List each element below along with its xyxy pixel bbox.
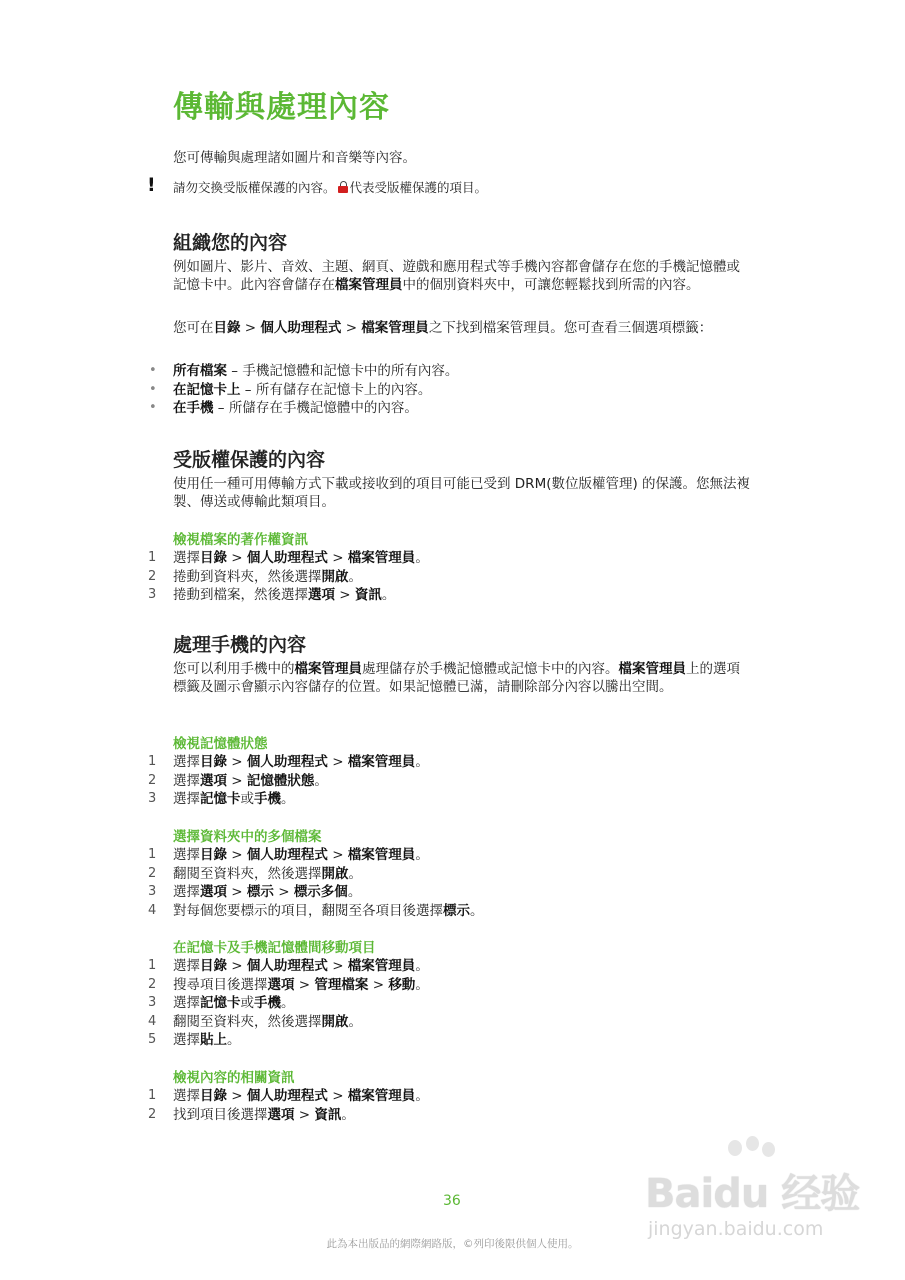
page-number: 36 bbox=[443, 1193, 461, 1209]
text-run: 。 bbox=[415, 754, 429, 770]
ui-term: 個人助理程式 bbox=[246, 754, 328, 770]
section-heading-copyright: 受版權保護的內容 bbox=[173, 449, 326, 471]
step-item bbox=[148, 790, 753, 809]
text-run: 。 bbox=[415, 847, 429, 863]
step-number: 2 bbox=[148, 865, 157, 881]
step-item bbox=[148, 902, 753, 921]
ui-term: 選項 bbox=[200, 772, 227, 789]
text-run: 搜尋項目後選擇 bbox=[173, 976, 268, 993]
ui-term: 所有檔案 bbox=[173, 363, 227, 379]
text-run: 您可在 bbox=[173, 320, 214, 336]
section-heading-handle: 處理手機的內容 bbox=[173, 634, 307, 656]
warning-note bbox=[173, 179, 753, 197]
ui-term: 標示 bbox=[246, 884, 274, 900]
footer-note: 此為本出版品的網際網路版，©列印後限供個人使用。 bbox=[326, 1238, 579, 1250]
step-item bbox=[148, 1106, 753, 1125]
text-run: 。 bbox=[415, 958, 429, 974]
step-number: 3 bbox=[148, 995, 157, 1010]
text-run: 選擇 bbox=[173, 772, 200, 789]
text-run: 捲動到檔案，然後選擇 bbox=[173, 587, 308, 603]
text-run: 選擇 bbox=[173, 884, 200, 900]
step-number: 4 bbox=[148, 1013, 157, 1029]
text-run: > bbox=[335, 587, 355, 603]
text-run: 中的個別資料夾中，可讓您輕鬆找到所需的內容。 bbox=[402, 276, 700, 293]
step-item bbox=[148, 1031, 753, 1050]
ui-term: 記憶卡 bbox=[200, 995, 241, 1011]
ui-term: 選項 bbox=[200, 884, 227, 900]
subheading: 選擇資料夾中的多個檔案 bbox=[173, 829, 322, 845]
intro-text: 您可傳輸與處理諸如圖片和音樂等內容。 bbox=[173, 150, 416, 166]
bullet-dot: • bbox=[149, 363, 157, 378]
text-run: 對每個您要標示的項目，翻閱至各項目後選擇 bbox=[173, 902, 443, 919]
subheading: 檢視檔案的著作權資訊 bbox=[173, 532, 308, 548]
text-run: 。 bbox=[347, 884, 362, 900]
text-run: > bbox=[227, 884, 247, 900]
text-run: 。 bbox=[348, 1013, 362, 1030]
text-run: 。 bbox=[281, 791, 295, 807]
text-run: 翻閱至資料夾，然後選擇 bbox=[173, 865, 322, 882]
text-run: > bbox=[294, 976, 315, 993]
warning-text: 請勿交換受版權保護的內容。 bbox=[173, 180, 336, 195]
ui-term: 個人助理程式 bbox=[246, 958, 328, 974]
text-run: > bbox=[327, 754, 348, 770]
ui-term: 目錄 bbox=[200, 847, 227, 863]
text-run: 選擇 bbox=[173, 847, 200, 863]
ui-term: 標示 bbox=[443, 902, 470, 919]
text-run: 。 bbox=[281, 995, 295, 1011]
text-run: – 所儲存在手機記憶體中的內容。 bbox=[213, 400, 418, 416]
ui-term: 在手機 bbox=[173, 400, 214, 416]
ui-term: 記憶卡 bbox=[200, 791, 241, 807]
text-run: 例如圖片、影片、音效、主題、網頁、遊戲和應用程式等手機內容都會儲存在您的手機記憶體或記憶卡中。此內容會儲存在 bbox=[173, 259, 740, 293]
step-number: 1 bbox=[148, 847, 157, 862]
ui-term: 手機 bbox=[254, 995, 281, 1011]
text-run: > bbox=[227, 550, 247, 566]
text-run: 。 bbox=[227, 1032, 241, 1048]
text-run: 處理儲存於手機記憶體或記憶卡中的內容。 bbox=[362, 661, 619, 677]
step-number: 1 bbox=[148, 958, 157, 973]
ui-term: 個人助理程式 bbox=[246, 847, 328, 863]
step-number: 1 bbox=[148, 754, 157, 769]
exclamation-icon: ! bbox=[147, 174, 156, 196]
ui-term: 檔案管理員 bbox=[347, 754, 416, 770]
ui-term: 資訊 bbox=[354, 587, 382, 603]
ui-term: 目錄 bbox=[200, 1088, 227, 1104]
text-run: 之下找到檔案管理員。您可查看三個選項標籤： bbox=[428, 320, 713, 336]
text-run: 選擇 bbox=[173, 958, 200, 974]
step-item bbox=[148, 586, 753, 605]
ui-term: 檔案管理員 bbox=[361, 320, 429, 336]
watermark-logo: Baidu 经验 bbox=[645, 1171, 860, 1217]
step-number: 1 bbox=[148, 1088, 157, 1103]
bullet-item bbox=[149, 399, 753, 418]
subheading: 檢視記憶體狀態 bbox=[173, 736, 268, 752]
ui-term: 資訊 bbox=[314, 1106, 342, 1123]
ui-term: 手機 bbox=[254, 791, 281, 807]
text-run: 。 bbox=[341, 1106, 355, 1123]
steps-list bbox=[148, 957, 753, 1050]
steps-list bbox=[148, 753, 753, 809]
step-number: 3 bbox=[148, 587, 157, 602]
text-run: > bbox=[327, 550, 348, 566]
step-item bbox=[148, 753, 753, 772]
text-run: > bbox=[273, 884, 294, 900]
text-run: 或 bbox=[240, 995, 254, 1011]
ui-term: 檔案管理員 bbox=[347, 847, 416, 863]
step-number: 2 bbox=[148, 976, 157, 992]
steps-list bbox=[148, 549, 753, 605]
text-run: 。 bbox=[415, 1088, 429, 1104]
paragraph bbox=[173, 661, 753, 696]
step-item bbox=[148, 1087, 753, 1106]
ui-term: 開啟 bbox=[321, 1013, 349, 1030]
step-item bbox=[148, 865, 753, 884]
text-run: > bbox=[294, 1106, 315, 1123]
text-run: 或 bbox=[240, 791, 254, 807]
ui-term: 選項 bbox=[308, 587, 335, 603]
text-run: > bbox=[327, 1088, 348, 1104]
step-item bbox=[148, 883, 753, 902]
section-heading-organize: 組織您的內容 bbox=[173, 232, 288, 254]
ui-term: 檔案管理員 bbox=[347, 958, 416, 974]
text-run: 。 bbox=[348, 568, 362, 585]
bullet-item bbox=[149, 381, 753, 400]
text-run: 。 bbox=[415, 550, 429, 566]
text-run: 選擇 bbox=[173, 995, 200, 1011]
text-run: 。 bbox=[314, 772, 328, 789]
step-number: 2 bbox=[148, 1106, 157, 1122]
ui-term: 記憶體狀態 bbox=[246, 772, 315, 789]
baidu-watermark bbox=[640, 1140, 865, 1245]
text-run: 選擇 bbox=[173, 1088, 200, 1104]
text-run: 選擇 bbox=[173, 791, 200, 807]
bullet-item bbox=[149, 362, 753, 381]
ui-term: 移動 bbox=[388, 976, 416, 993]
text-run: 捲動到資料夾，然後選擇 bbox=[173, 568, 322, 585]
lock-icon bbox=[338, 181, 348, 193]
text-run: 上的選項標籤及圖示會顯示內容儲存的位置。如果記憶體已滿，請刪除部分內容以騰出空間。 bbox=[173, 661, 740, 695]
text-run: 使用任一種可用傳輸方式下載或接收到的項目可能已受到 DRM(數位版權管理) 的保護。您無法複製、傳送或傳輸此類項目。 bbox=[173, 476, 751, 510]
step-item bbox=[148, 846, 753, 865]
watermark-url: jingyan.baidu.com bbox=[648, 1218, 824, 1240]
step-number: 5 bbox=[148, 1032, 157, 1047]
steps-list bbox=[148, 1087, 753, 1124]
text-run: > bbox=[227, 958, 247, 974]
text-run: > bbox=[327, 958, 348, 974]
paragraph bbox=[173, 320, 753, 338]
step-number: 1 bbox=[148, 550, 157, 565]
text-run: > bbox=[327, 847, 348, 863]
text-run: – 所有儲存在記憶卡上的內容。 bbox=[240, 381, 432, 398]
ui-term: 檔案管理員 bbox=[347, 1088, 416, 1104]
step-number: 3 bbox=[148, 791, 157, 806]
warning-text-2: 代表受版權保護的項目。 bbox=[349, 180, 488, 195]
step-item bbox=[148, 568, 753, 587]
ui-term: 檔案管理員 bbox=[347, 550, 416, 566]
text-run: > bbox=[240, 320, 261, 336]
text-run: 選擇 bbox=[173, 550, 200, 566]
text-run: > bbox=[368, 976, 389, 993]
step-number: 2 bbox=[148, 568, 157, 584]
step-item bbox=[148, 957, 753, 976]
step-number: 3 bbox=[148, 884, 157, 899]
ui-term: 目錄 bbox=[200, 958, 227, 974]
text-run: > bbox=[227, 754, 247, 770]
step-item bbox=[148, 994, 753, 1013]
step-item bbox=[148, 976, 753, 995]
ui-term: 標示多個 bbox=[293, 884, 348, 900]
text-run: 。 bbox=[470, 902, 484, 919]
text-run: – 手機記憶體和記憶卡中的所有內容。 bbox=[227, 363, 459, 379]
ui-term: 個人助理程式 bbox=[246, 550, 328, 566]
ui-term: 檔案管理員 bbox=[618, 661, 686, 677]
ui-term: 貼上 bbox=[200, 1032, 227, 1048]
text-run: 選擇 bbox=[173, 754, 200, 770]
text-run: 找到項目後選擇 bbox=[173, 1106, 268, 1123]
text-run: > bbox=[227, 847, 247, 863]
page-title: 傳輸與處理內容 bbox=[173, 90, 390, 125]
ui-term: 開啟 bbox=[321, 865, 349, 882]
text-run: 。 bbox=[348, 865, 362, 882]
text-run: > bbox=[341, 320, 362, 336]
subheading: 在記憶卡及手機記憶體間移動項目 bbox=[173, 940, 376, 956]
paragraph bbox=[173, 259, 753, 294]
ui-term: 目錄 bbox=[200, 550, 227, 566]
step-item bbox=[148, 549, 753, 568]
bullet-dot: • bbox=[149, 381, 157, 397]
text-run: > bbox=[227, 1088, 247, 1104]
text-run: 。 bbox=[415, 976, 429, 993]
paragraph bbox=[173, 476, 753, 511]
bullet-list bbox=[149, 362, 753, 418]
ui-term: 目錄 bbox=[213, 320, 241, 336]
ui-term: 管理檔案 bbox=[314, 976, 369, 993]
step-item bbox=[148, 772, 753, 791]
text-run: 翻閱至資料夾，然後選擇 bbox=[173, 1013, 322, 1030]
ui-term: 個人助理程式 bbox=[260, 320, 342, 336]
ui-term: 目錄 bbox=[200, 754, 227, 770]
ui-term: 檔案管理員 bbox=[335, 276, 403, 293]
steps-list bbox=[148, 846, 753, 920]
step-number: 4 bbox=[148, 902, 157, 918]
text-run: 您可以利用手機中的 bbox=[173, 661, 295, 677]
step-item bbox=[148, 1013, 753, 1032]
ui-term: 檔案管理員 bbox=[294, 661, 362, 677]
ui-term: 選項 bbox=[267, 1106, 295, 1123]
ui-term: 個人助理程式 bbox=[246, 1088, 328, 1104]
subheading: 檢視內容的相關資訊 bbox=[173, 1070, 295, 1086]
ui-term: 開啟 bbox=[321, 568, 349, 585]
text-run: 選擇 bbox=[173, 1032, 200, 1048]
text-run: 。 bbox=[381, 587, 396, 603]
ui-term: 在記憶卡上 bbox=[173, 381, 241, 398]
step-number: 2 bbox=[148, 772, 157, 788]
text-run: > bbox=[227, 772, 247, 789]
ui-term: 選項 bbox=[267, 976, 295, 993]
bullet-dot: • bbox=[149, 400, 157, 415]
